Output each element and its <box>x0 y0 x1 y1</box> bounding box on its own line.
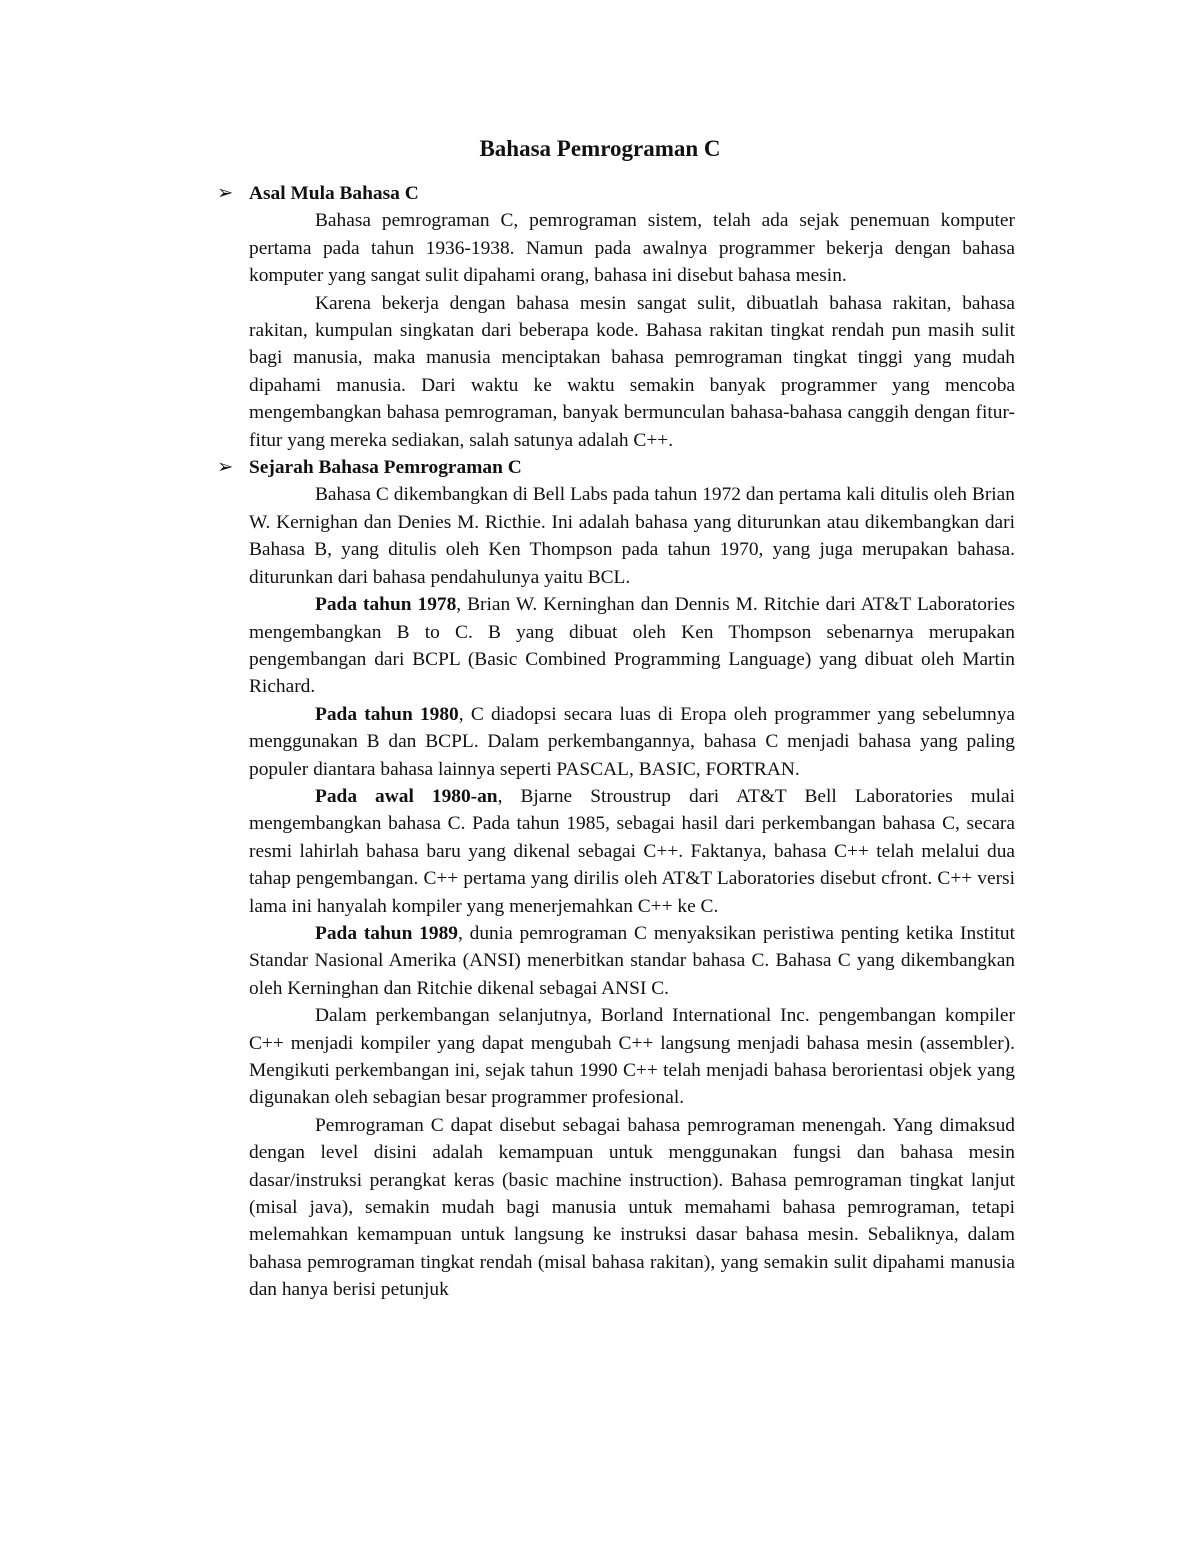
paragraph <box>249 701 1015 783</box>
paragraph <box>249 1002 1015 1112</box>
section-heading <box>217 180 1015 207</box>
paragraph <box>249 591 1015 701</box>
paragraph <box>249 207 1015 289</box>
paragraph <box>249 290 1015 454</box>
section-asal-mula <box>217 180 1015 454</box>
section-heading <box>217 454 1015 481</box>
section-sejarah <box>217 454 1015 1304</box>
paragraph-lead: Pada tahun 1989 <box>315 922 458 944</box>
section-heading-text: Asal Mula Bahasa C <box>249 183 419 204</box>
page-title: Bahasa Pemrograman C <box>479 136 721 161</box>
paragraph-text: , C diadopsi secara luas di Eropa oleh programmer yang sebelumnya menggunakan B dan BCPL. Dalam perkembangannya, bahasa C menjadi bahasa yang paling populer diantara bahasa lainnya seperti PASCAL, BASIC, FORTRAN. <box>249 703 1015 780</box>
paragraph <box>249 481 1015 591</box>
paragraph-lead: Pada tahun 1978 <box>315 594 457 616</box>
section-heading-text: Sejarah Bahasa Pemrograman C <box>249 457 522 479</box>
paragraph-text: , dunia pemrograman C menyaksikan peristiwa penting ketika Institut Standar Nasional Amerika (ANSI) menerbitkan standar bahasa C. Bahasa C yang dikembangkan oleh Kerninghan dan Ritchie dikenal sebagai ANSI C. <box>249 922 1015 999</box>
paragraph <box>249 1112 1015 1304</box>
paragraph-text: Bahasa C dikembangkan di Bell Labs pada tahun 1972 dan pertama kali ditulis oleh Brian W. Kernighan dan Denies M. Ricthie. Ini adalah bahasa yang diturunkan atau dikembangkan dari Bahasa B, yang ditulis oleh Ken Thompson pada tahun 1970, yang juga merupakan bahasa. diturunkan dari bahasa pendahulunya yaitu BCL. <box>249 484 1015 588</box>
paragraph-text: , Brian W. Kerninghan dan Dennis M. Ritchie dari AT&T Laboratories mengembangkan B to C. B yang dibuat oleh Ken Thompson sebenarnya merupakan pengembangan dari BCPL (Basic Combined Programming Language) yang dibuat oleh Martin Richard. <box>249 594 1015 698</box>
paragraph <box>249 920 1015 1002</box>
paragraph-lead: Pada tahun 1980 <box>315 703 459 725</box>
paragraph-text: Bahasa pemrograman C, pemrograman sistem, telah ada sejak penemuan komputer pertama pada tahun 1936-1938. Namun pada awalnya programmer bekerja dengan bahasa komputer yang sangat sulit dipahami orang, bahasa ini disebut bahasa mesin. <box>249 210 1015 287</box>
paragraph-lead: Pada awal 1980-an <box>315 785 498 807</box>
arrow-bullet-icon: ➢ <box>217 183 234 204</box>
paragraph <box>249 783 1015 920</box>
paragraph-text: , Bjarne Stroustrup dari AT&T Bell Laboratories mulai mengembangkan bahasa C. Pada tahun 1985, sebagai hasil dari perkembangan bahasa C, secara resmi lahirlah bahasa baru yang dikenal sebagai C++. Faktanya, bahasa C++ telah melalui dua tahap pengembangan. C++ pertama yang dirilis oleh AT&T Laboratories disebut cfront. C++ versi lama ini hanyalah kompiler yang menerjemahkan C++ ke C. <box>249 785 1015 917</box>
paragraph-text: Dalam perkembangan selanjutnya, Borland International Inc. pengembangan kompiler C++ menjadi kompiler yang dapat mengubah C++ langsung menjadi bahasa mesin (assembler). Mengikuti perkembangan ini, sejak tahun 1990 C++ telah menjadi bahasa berorientasi objek yang digunakan oleh sebagian besar programmer profesional. <box>249 1005 1015 1109</box>
document-body <box>217 180 1015 1304</box>
paragraph-text: Pemrograman C dapat disebut sebagai bahasa pemrograman menengah. Yang dimaksud dengan level disini adalah kemampuan untuk menggunakan fungsi dan bahasa mesin dasar/instruksi perangkat keras (basic machine instruction). Bahasa pemrograman tingkat lanjut (misal java), semakin mudah bagi manusia untuk memahami bahasa pemrograman, tetapi melemahkan kemampuan untuk langsung ke instruksi dasar bahasa mesin. Sebaliknya, dalam bahasa pemrograman tingkat rendah (misal bahasa rakitan), yang semakin sulit dipahami manusia dan hanya berisi petunjuk <box>249 1114 1015 1301</box>
arrow-bullet-icon: ➢ <box>217 457 234 479</box>
paragraph-text: Karena bekerja dengan bahasa mesin sangat sulit, dibuatlah bahasa rakitan, bahasa rakitan, kumpulan singkatan dari beberapa kode. Bahasa rakitan tingkat rendah pun masih sulit bagi manusia, maka manusia menciptakan bahasa pemrograman tingkat tinggi yang mudah dipahami manusia. Dari waktu ke waktu semakin banyak programmer yang mencoba mengembangkan bahasa pemrograman, banyak bermunculan bahasa-bahasa canggih dengan fitur-fitur yang mereka sediakan, salah satunya adalah C++. <box>249 292 1015 451</box>
